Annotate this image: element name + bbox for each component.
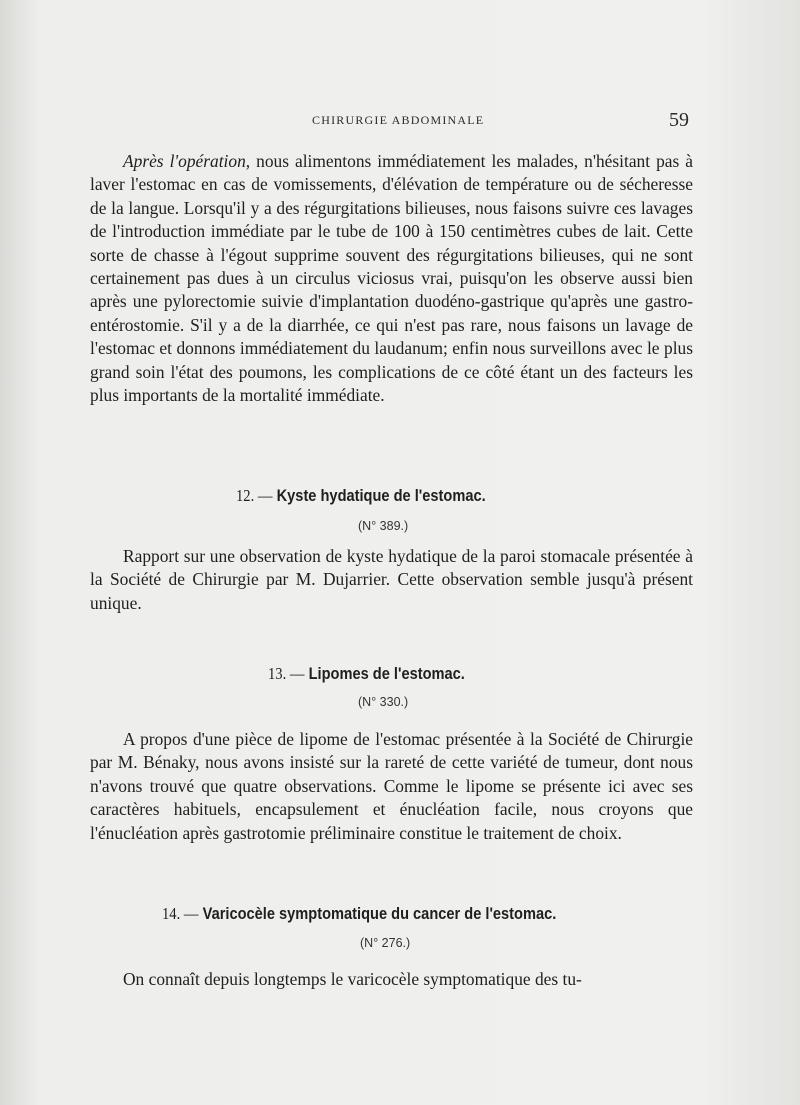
paragraph-body: nous alimentons immédiatement les malades, n'hésitant pas à laver l'estomac en cas de vomissements, d'élévation de température ou de sécheresse de la langue. Lorsqu'il y a des régurgitations bilieuses, nous faisons suivre ces lavages de l'introduction immédiate par le tube de 100 à 150 centimètres cubes de lait. Cette sorte de chasse à l'égout supprime souvent des régurgitations bilieuses, qui ne sont certainement pas dues à un circulus viciosus vrai, puisqu'on les observe aussi bien après une pylorectomie suivie d'implantation duodéno-gastrique qu'après une gastro-entérostomie. S'il y a de la diarrhée, ce qui n'est pas rare, nous faisons un lavage de l'estomac et donnons immédiatement du laudanum; enfin nous surveillons avec le plus grand soin l'état des poumons, les complications de ce côté étant un des facteurs les plus importants de la mortalité immédiate.: [90, 151, 693, 406]
section-reference-13: (N° 330.): [358, 695, 409, 709]
section-heading-13: [268, 664, 465, 684]
page-number: 59: [669, 109, 689, 131]
paragraph-lead-italic: Après l'opération,: [123, 151, 251, 171]
running-title: CHIRURGIE ABDOMINALE: [312, 113, 485, 127]
section-reference-12: (N° 389.): [358, 519, 409, 533]
paragraph-varicocele: [90, 968, 693, 991]
section-reference-14: (N° 276.): [360, 936, 411, 950]
paragraph-lipomes: [90, 728, 693, 845]
paragraph-body: On connaît depuis longtemps le varicocèle symptomatique des tu-: [123, 969, 582, 989]
section-number: 12. —: [236, 486, 273, 505]
section-heading-12: [236, 486, 486, 506]
section-title: Lipomes de l'estomac.: [308, 664, 465, 683]
section-title: Kyste hydatique de l'estomac.: [276, 486, 486, 505]
paragraph-postoperative: [90, 150, 693, 407]
section-number: 13. —: [268, 664, 305, 683]
section-title: Varicocèle symptomatique du cancer de l'estomac.: [202, 904, 557, 923]
paragraph-body: Rapport sur une observation de kyste hydatique de la paroi stomacale présentée à la Société de Chirurgie par M. Dujarrier. Cette observation semble jusqu'à présent unique.: [90, 546, 693, 613]
section-heading-14: [162, 904, 556, 924]
paragraph-body: A propos d'une pièce de lipome de l'estomac présentée à la Société de Chirurgie par M. Bénaky, nous avons insisté sur la rareté de cette variété de tumeur, dont nous n'avons trouvé que quatre observations. Comme le lipome se présente ici avec ses caractères habituels, encapsulement et énucléation facile, nous croyons que l'énucléation après gastrotomie préliminaire constitue le traitement de choix.: [90, 729, 693, 843]
section-number: 14. —: [162, 904, 199, 923]
paragraph-kyste: [90, 545, 693, 615]
running-head: [0, 109, 800, 135]
